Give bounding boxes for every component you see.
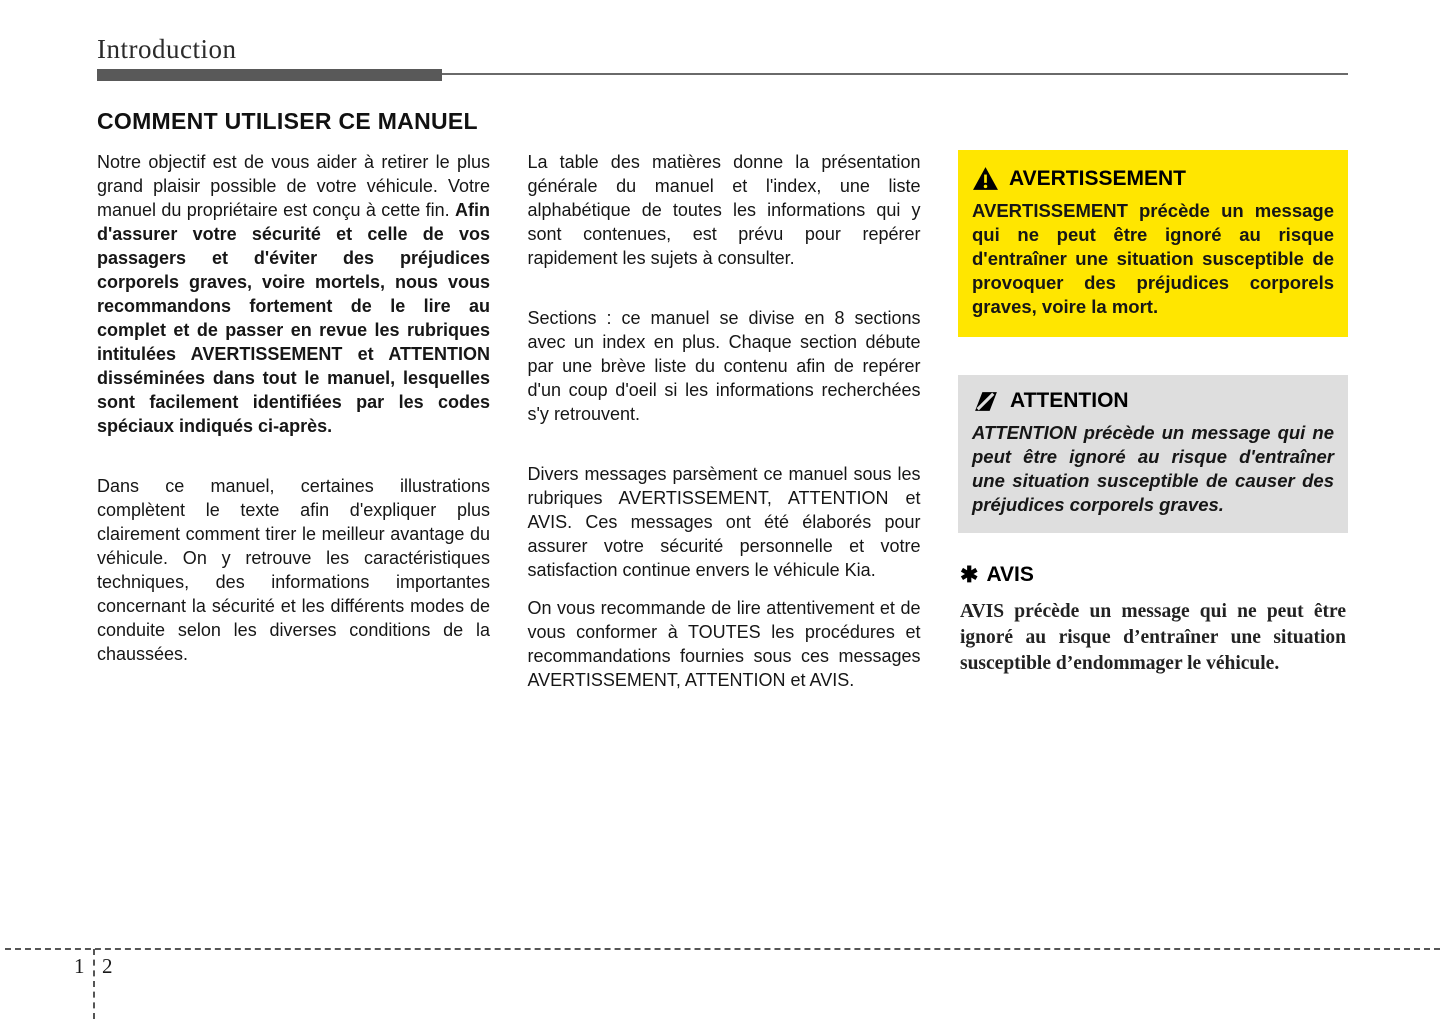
warning-box-title-row <box>972 166 1334 191</box>
attention-box-title-row <box>972 389 1334 413</box>
header-thick-bar <box>97 69 442 81</box>
page-title: COMMENT UTILISER CE MANUEL <box>97 108 478 134</box>
paragraph: La table des matières donne la présentation générale du manuel et l'index, une liste alphabétique de toutes les informations qui y sont contenues, est prévu pour repérer rapidement les sujets à consulter. <box>527 152 921 268</box>
asterisk-icon: ✱ <box>960 562 979 587</box>
footer-page-number: 2 <box>102 954 113 978</box>
header-rule <box>97 69 1348 82</box>
column-1 <box>97 150 490 692</box>
chapter-title: Introduction <box>97 34 237 64</box>
warning-box-body: AVERTISSEMENT précède un message qui ne peut être ignoré au risque d'entraîner une situation susceptible de provoquer des préjudices corporels graves, voire la mort. <box>972 200 1334 317</box>
paragraph: Divers messages parsèment ce manuel sous les rubriques AVERTISSEMENT, ATTENTION et AVIS. Ces messages ont été élaborés pour assurer votre sécurité personnelle et votre satisfaction continue envers le véhicule Kia. <box>527 464 921 580</box>
paragraph: On vous recommande de lire attentivement et de vous conformer à TOUTES les procédures et recommandations fournies sous ces messages AVERTISSEMENT, ATTENTION et AVIS. <box>527 598 921 690</box>
avis-section <box>958 563 1348 677</box>
footer-vertical-dashed-line <box>93 949 95 1019</box>
warning-box-title: AVERTISSEMENT <box>1009 166 1186 190</box>
paragraph-text: Notre objectif est de vous aider à retirer le plus grand plaisir possible de votre véhicule. Votre manuel du propriétaire est conçu à cette fin. <box>97 152 490 220</box>
avis-title: AVIS <box>986 563 1034 586</box>
column-2 <box>528 150 921 692</box>
attention-box <box>958 375 1348 533</box>
paragraph <box>97 150 490 438</box>
attention-box-body: ATTENTION précède un message qui ne peut être ignoré au risque d'entraîner une situation susceptible de causer des préjudices corporels graves. <box>972 422 1334 515</box>
page-header <box>0 0 1445 82</box>
text-columns <box>0 150 1445 692</box>
footer-section-number: 1 <box>74 954 85 978</box>
paragraph: Sections : ce manuel se divise en 8 sections avec un index en plus. Chaque section débute par une brève liste du contenu afin de repérer d'un coup d'oeil si les informations recherchées s'y retrouvent. <box>527 308 921 424</box>
avis-body: AVIS précède un message qui ne peut être ignoré au risque d’entraîner une situation susceptible d’endommager le véhicule. <box>960 601 1346 674</box>
attention-slash-icon <box>972 390 1000 413</box>
paragraph: Dans ce manuel, certaines illustrations complètent le texte afin d'expliquer plus clairement comment tirer le meilleur avantage du véhicule. On y retrouve les caractéristiques techniques, des informations importantes concernant la sécurité et les différents modes de conduite selon les diverses conditions de la chaussées. <box>97 476 490 664</box>
warning-box <box>958 150 1348 337</box>
column-3 <box>958 150 1348 692</box>
footer-dashed-line <box>5 948 1440 950</box>
warning-triangle-icon <box>972 166 999 191</box>
paragraph-bold-text: Afin d'assurer votre sécurité et celle de vos passagers et d'éviter des préjudices corporels graves, voire mortels, nous vous recommandons fortement de le lire au complet et de passer en revue les rubriques intitulées AVERTISSEMENT et ATTENTION disséminées dans tout le manuel, lesquelles sont facilement identifiées par les codes spéciaux indiqués ci-après. <box>97 200 490 436</box>
avis-title-row <box>960 563 1346 587</box>
attention-box-title: ATTENTION <box>1010 389 1129 412</box>
